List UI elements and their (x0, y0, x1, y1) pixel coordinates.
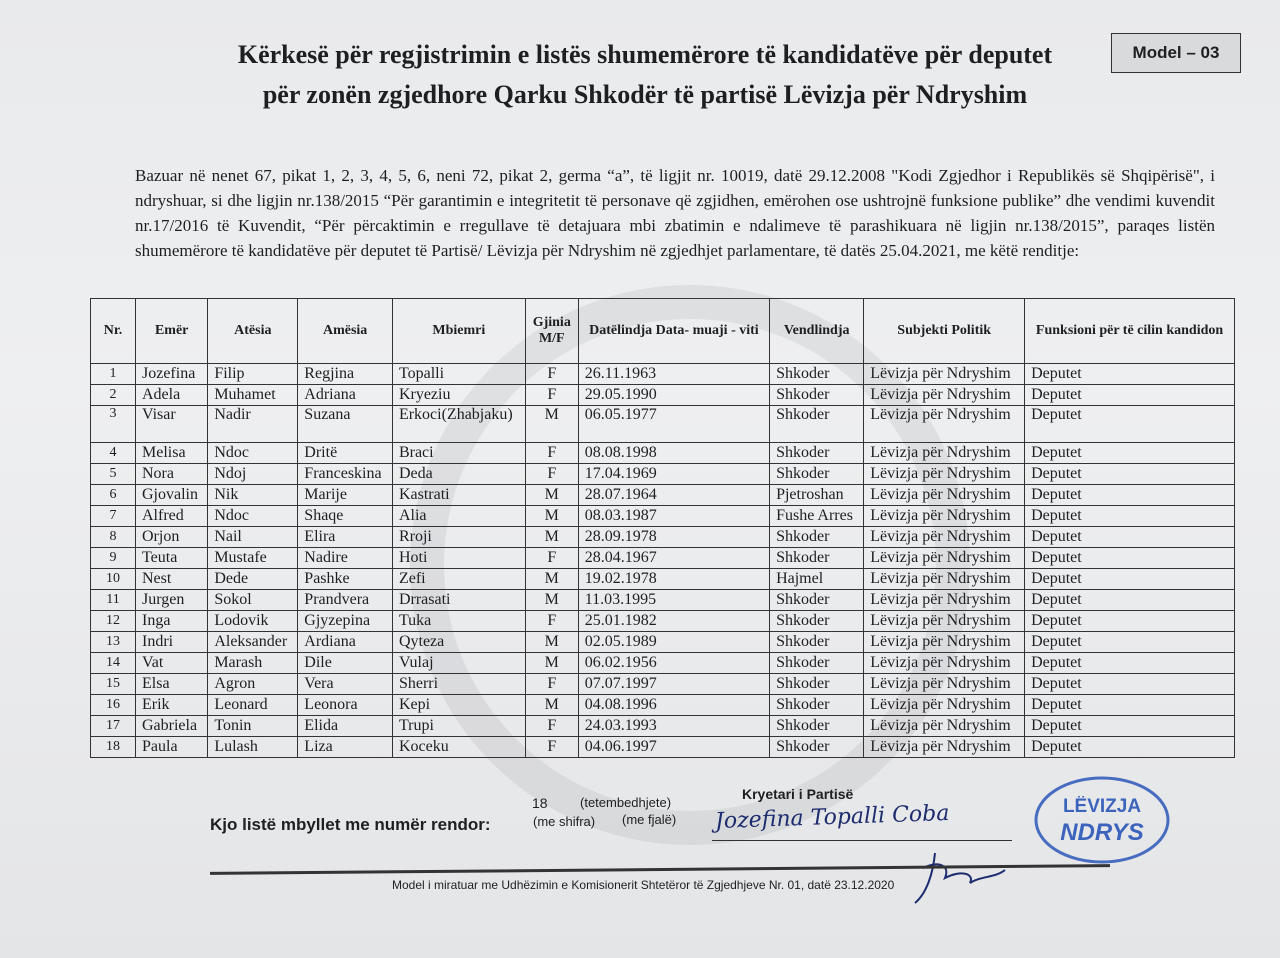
table-cell: M (525, 485, 578, 506)
table-row (91, 653, 1235, 674)
closing-number-hint: (me shifra) (533, 814, 596, 829)
column-header: Datëlindja Data- muaji - viti (578, 299, 769, 364)
table-cell: M (525, 527, 578, 548)
table-cell: Lëvizja për Ndryshim (864, 406, 1025, 443)
table-cell: Shkoder (770, 695, 864, 716)
column-header: Subjekti Politik (864, 299, 1025, 364)
table-cell: Deputet (1025, 737, 1235, 758)
closing-label: Kjo listë mbyllet me numër rendor: (210, 815, 491, 834)
table-row (91, 737, 1235, 758)
table-cell: Hajmel (770, 569, 864, 590)
table-cell: F (525, 364, 578, 385)
table-cell: Elida (298, 716, 393, 737)
table-cell: M (525, 406, 578, 443)
table-cell: Jurgen (136, 590, 208, 611)
table-cell: Marije (298, 485, 393, 506)
table-cell: Lëvizja për Ndryshim (864, 695, 1025, 716)
footer-note: Model i miratuar me Udhëzimin e Komisionerit Shtetëror të Zgjedhjeve Nr. 01, datë 23.12.2020 (392, 878, 895, 892)
table-cell: Topalli (392, 364, 525, 385)
table-cell: F (525, 443, 578, 464)
table-row (91, 548, 1235, 569)
table-cell: Shkoder (770, 385, 864, 406)
table-cell: Shkoder (770, 548, 864, 569)
table-cell: 28.04.1967 (578, 548, 769, 569)
intro-paragraph: Bazuar në nenet 67, pikat 1, 2, 3, 4, 5, 6, neni 72, pikat 2, germa “a”, të ligjit nr. 10019, datë 29.12.2008 "Kodi Zgjedhor i Republikës së Shqipërisë", i ndryshuar, si dhe ligjin nr.138/2015 “Për garantimin e integritetit të personave që zgjidhen, emërohen ose ushtrojnë funksione publike” dhe vendimi kuvendit nr.17/2016 të Kuvendit, “Për përcaktimin e rregullave të detajuara mbi zbatimin e ndalimeve të parashikuara në ligjin nr.138/2015”, paraqes listën shumemërore të kandidatëve për deputet të Partisë/ Lëvizja për Ndryshim në zgjedhjet parlamentare, të datës 25.04.2021, me këtë renditje: (135, 166, 1215, 260)
table-cell: Visar (136, 406, 208, 443)
table-cell: 8 (91, 527, 136, 548)
table-cell: Kryeziu (392, 385, 525, 406)
table-cell: 26.11.1963 (578, 364, 769, 385)
table-cell: Lëvizja për Ndryshim (864, 569, 1025, 590)
table-cell: 28.07.1964 (578, 485, 769, 506)
candidates-table (90, 298, 1235, 758)
table-cell: 2 (91, 385, 136, 406)
table-cell: Lëvizja për Ndryshim (864, 385, 1025, 406)
table-cell: Lëvizja për Ndryshim (864, 737, 1025, 758)
closing-number: 18 (532, 795, 548, 811)
column-header: Atësia (208, 299, 298, 364)
table-cell: Deputet (1025, 653, 1235, 674)
table-cell: Lëvizja për Ndryshim (864, 506, 1025, 527)
table-cell: Alia (392, 506, 525, 527)
table-cell: Deputet (1025, 611, 1235, 632)
table-cell: 19.02.1978 (578, 569, 769, 590)
table-cell: M (525, 506, 578, 527)
table-row (91, 527, 1235, 548)
table-cell: 11 (91, 590, 136, 611)
table-cell: Elsa (136, 674, 208, 695)
table-cell: Shkoder (770, 406, 864, 443)
table-cell: 08.03.1987 (578, 506, 769, 527)
column-header: Vendlindja (770, 299, 864, 364)
table-cell: 6 (91, 485, 136, 506)
table-cell: F (525, 716, 578, 737)
table-cell: Deputet (1025, 485, 1235, 506)
table-cell: 5 (91, 464, 136, 485)
table-cell: Shkoder (770, 674, 864, 695)
table-row (91, 569, 1235, 590)
table-cell: 15 (91, 674, 136, 695)
table-cell: F (525, 737, 578, 758)
table-cell: Nora (136, 464, 208, 485)
table-cell: Lëvizja për Ndryshim (864, 464, 1025, 485)
table-row (91, 506, 1235, 527)
table-cell: Deputet (1025, 716, 1235, 737)
closing-words: (tetembedhjete) (580, 795, 672, 810)
page-title-line-1: Kërkesë për regjistrimin e listës shumemërore të kandidatëve për deputet (237, 40, 1053, 69)
table-cell: Ndoj (208, 464, 298, 485)
table-cell: 9 (91, 548, 136, 569)
table-cell: Deputet (1025, 695, 1235, 716)
table-cell: F (525, 548, 578, 569)
table-row (91, 695, 1235, 716)
table-cell: Teuta (136, 548, 208, 569)
table-cell: 24.03.1993 (578, 716, 769, 737)
table-cell: Nadir (208, 406, 298, 443)
table-cell: Elira (298, 527, 393, 548)
table-cell: Adela (136, 385, 208, 406)
table-cell: Marash (208, 653, 298, 674)
table-cell: Rroji (392, 527, 525, 548)
table-cell: Trupi (392, 716, 525, 737)
table-header-row (91, 299, 1235, 364)
table-row (91, 406, 1235, 443)
table-cell: Nadire (298, 548, 393, 569)
table-cell: Lëvizja për Ndryshim (864, 590, 1025, 611)
table-cell: Kastrati (392, 485, 525, 506)
table-row (91, 632, 1235, 653)
chair-label: Kryetari i Partisë (742, 786, 854, 802)
table-cell: Lëvizja për Ndryshim (864, 527, 1025, 548)
candidates-table-body (91, 364, 1235, 758)
table-cell: Mustafe (208, 548, 298, 569)
table-cell: Gabriela (136, 716, 208, 737)
table-cell: Alfred (136, 506, 208, 527)
table-cell: Erik (136, 695, 208, 716)
table-row (91, 716, 1235, 737)
page-title-line-2: për zonën zgjedhore Qarku Shkodër të partisë Lëvizja për Ndryshim (262, 80, 1028, 109)
table-cell: Inga (136, 611, 208, 632)
model-label: Model – 03 (1111, 33, 1241, 73)
table-row (91, 443, 1235, 464)
table-row (91, 590, 1235, 611)
handwritten-signature: Jozefina Topalli Coba (714, 800, 950, 835)
table-cell: Dile (298, 653, 393, 674)
table-cell: Lëvizja për Ndryshim (864, 548, 1025, 569)
table-cell: Filip (208, 364, 298, 385)
table-cell: 13 (91, 632, 136, 653)
handwritten-initials (905, 848, 1015, 908)
table-cell: Lëvizja për Ndryshim (864, 674, 1025, 695)
table-cell: F (525, 674, 578, 695)
table-cell: Lëvizja për Ndryshim (864, 443, 1025, 464)
table-cell: Gjyzepina (298, 611, 393, 632)
table-cell: Sherri (392, 674, 525, 695)
table-cell: Leonard (208, 695, 298, 716)
table-cell: Braci (392, 443, 525, 464)
table-cell: Lëvizja për Ndryshim (864, 632, 1025, 653)
table-cell: Fushe Arres (770, 506, 864, 527)
column-header: Amësia (298, 299, 393, 364)
table-cell: 14 (91, 653, 136, 674)
table-cell: Lëvizja për Ndryshim (864, 611, 1025, 632)
table-cell: 17 (91, 716, 136, 737)
table-cell: Koceku (392, 737, 525, 758)
table-cell: 04.06.1997 (578, 737, 769, 758)
table-cell: Shkoder (770, 464, 864, 485)
table-row (91, 485, 1235, 506)
table-cell: Pashke (298, 569, 393, 590)
table-cell: 3 (91, 406, 136, 443)
table-cell: Suzana (298, 406, 393, 443)
table-cell: M (525, 590, 578, 611)
table-cell: Leonora (298, 695, 393, 716)
table-row (91, 364, 1235, 385)
closing-words-hint: (me fjalë) (622, 812, 677, 827)
table-cell: F (525, 464, 578, 485)
column-header: Funksioni për të cilin kandidon (1025, 299, 1235, 364)
table-cell: Vera (298, 674, 393, 695)
table-cell: Qyteza (392, 632, 525, 653)
table-cell: Dede (208, 569, 298, 590)
table-cell: Franceskina (298, 464, 393, 485)
column-header: Emër (136, 299, 208, 364)
table-cell: M (525, 569, 578, 590)
table-cell: Prandvera (298, 590, 393, 611)
table-cell: Deputet (1025, 364, 1235, 385)
table-cell: Nest (136, 569, 208, 590)
table-cell: 17.04.1969 (578, 464, 769, 485)
table-cell: 18 (91, 737, 136, 758)
table-cell: Deputet (1025, 548, 1235, 569)
table-cell: 06.05.1977 (578, 406, 769, 443)
table-cell: Sokol (208, 590, 298, 611)
table-cell: Deputet (1025, 464, 1235, 485)
table-cell: 11.03.1995 (578, 590, 769, 611)
table-cell: 12 (91, 611, 136, 632)
table-cell: Vat (136, 653, 208, 674)
table-cell: Drrasati (392, 590, 525, 611)
table-cell: Deputet (1025, 632, 1235, 653)
table-cell: Shkoder (770, 653, 864, 674)
table-cell: 1 (91, 364, 136, 385)
table-cell: Lodovik (208, 611, 298, 632)
table-cell: Lëvizja për Ndryshim (864, 653, 1025, 674)
table-cell: Adriana (298, 385, 393, 406)
table-cell: F (525, 611, 578, 632)
table-cell: Lëvizja për Ndryshim (864, 716, 1025, 737)
table-cell: Nail (208, 527, 298, 548)
table-cell: Ndoc (208, 506, 298, 527)
table-cell: Hoti (392, 548, 525, 569)
table-cell: Gjovalin (136, 485, 208, 506)
table-cell: Tonin (208, 716, 298, 737)
table-cell: 25.01.1982 (578, 611, 769, 632)
table-cell: Indri (136, 632, 208, 653)
table-cell: 16 (91, 695, 136, 716)
table-cell: Deputet (1025, 527, 1235, 548)
table-cell: Shkoder (770, 590, 864, 611)
table-cell: 06.02.1956 (578, 653, 769, 674)
table-cell: 10 (91, 569, 136, 590)
table-cell: Shkoder (770, 611, 864, 632)
table-cell: Erkoci(Zhabjaku) (392, 406, 525, 443)
table-cell: Tuka (392, 611, 525, 632)
table-cell: Melisa (136, 443, 208, 464)
table-row (91, 385, 1235, 406)
svg-text:LËVIZJA: LËVIZJA (1062, 796, 1142, 817)
table-cell: 28.09.1978 (578, 527, 769, 548)
table-row (91, 611, 1235, 632)
party-stamp-logo (1030, 770, 1175, 870)
table-cell: Deputet (1025, 406, 1235, 443)
table-cell: Kepi (392, 695, 525, 716)
table-cell: Aleksander (208, 632, 298, 653)
table-cell: Shkoder (770, 527, 864, 548)
signature-line (712, 840, 1012, 841)
table-cell: Zefi (392, 569, 525, 590)
table-cell: Deputet (1025, 569, 1235, 590)
table-cell: 07.07.1997 (578, 674, 769, 695)
table-cell: Nik (208, 485, 298, 506)
column-header: Mbiemri (392, 299, 525, 364)
table-cell: Muhamet (208, 385, 298, 406)
table-cell: M (525, 695, 578, 716)
table-cell: Shkoder (770, 716, 864, 737)
table-cell: Vulaj (392, 653, 525, 674)
table-cell: Lulash (208, 737, 298, 758)
table-cell: 04.08.1996 (578, 695, 769, 716)
table-cell: Ardiana (298, 632, 393, 653)
table-cell: 02.05.1989 (578, 632, 769, 653)
table-row (91, 464, 1235, 485)
table-cell: 4 (91, 443, 136, 464)
table-cell: Shkoder (770, 737, 864, 758)
table-cell: Shkoder (770, 364, 864, 385)
table-cell: F (525, 385, 578, 406)
table-cell: Deputet (1025, 385, 1235, 406)
table-cell: M (525, 632, 578, 653)
table-cell: Jozefina (136, 364, 208, 385)
table-cell: 7 (91, 506, 136, 527)
table-cell: Orjon (136, 527, 208, 548)
table-cell: Pjetroshan (770, 485, 864, 506)
table-cell: Deputet (1025, 443, 1235, 464)
column-header: Gjinia M/F (525, 299, 578, 364)
table-cell: Regjina (298, 364, 393, 385)
table-cell: Lëvizja për Ndryshim (864, 485, 1025, 506)
table-cell: Ndoc (208, 443, 298, 464)
table-cell: Deputet (1025, 590, 1235, 611)
table-cell: Shaqe (298, 506, 393, 527)
table-cell: Dritë (298, 443, 393, 464)
table-cell: M (525, 653, 578, 674)
table-cell: Deputet (1025, 674, 1235, 695)
table-cell: Lëvizja për Ndryshim (864, 364, 1025, 385)
table-cell: Paula (136, 737, 208, 758)
table-cell: Deputet (1025, 506, 1235, 527)
table-cell: 29.05.1990 (578, 385, 769, 406)
table-cell: Agron (208, 674, 298, 695)
column-header: Nr. (91, 299, 136, 364)
table-cell: Shkoder (770, 443, 864, 464)
table-cell: Deda (392, 464, 525, 485)
table-row (91, 674, 1235, 695)
table-cell: Shkoder (770, 632, 864, 653)
table-cell: Liza (298, 737, 393, 758)
svg-text:NDRYS: NDRYS (1060, 819, 1144, 846)
table-cell: 08.08.1998 (578, 443, 769, 464)
